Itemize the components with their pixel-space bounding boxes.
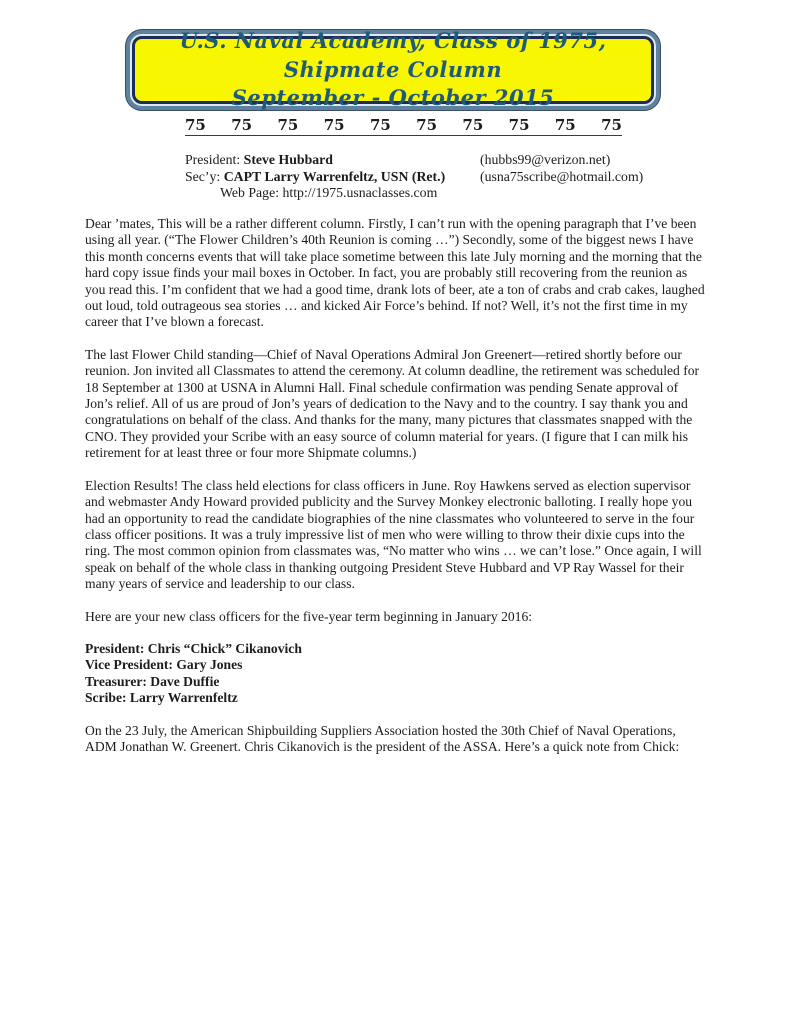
banner-title-line2: September - October 2015	[231, 85, 555, 111]
class-number-row	[185, 116, 622, 136]
paragraph-election-results: Election Results! The class held elections for class officers in June. Roy Hawkens served as election supervisor and webmaster Andy Howard provided publicity and the Survey Monkey electronic balloting. I really hope you had an opportunity to read the candidate biographies of the nine classmates who volunteered to serve in the four class officer positions. It was a truly impressive list of men who were willing to throw their dixie cups into the ring. The most common opinion from classmates was, “No matter who wins … we can’t lose.” Once again, I will speak on behalf of the whole class in thanking outgoing President Steve Hubbard and VP Ray Wassel for their many years of service and leadership to our class.	[85, 477, 702, 592]
president-entry	[185, 152, 480, 169]
paragraph-officers-intro: Here are your new class officers for the five-year term beginning in January 2016:	[85, 608, 533, 624]
secretary-entry	[185, 169, 480, 186]
president-row	[185, 152, 705, 169]
class-number-75: 75	[462, 116, 484, 134]
president-email: (hubbs99@verizon.net)	[480, 152, 611, 167]
president-label: President:	[185, 152, 244, 167]
class-number-75: 75	[508, 116, 530, 134]
contact-block	[185, 152, 705, 202]
web-page-line: Web Page: http://1975.usnaclasses.com	[220, 185, 438, 201]
new-officers-list	[85, 641, 707, 707]
paragraph-assa: On the 23 July, the American Shipbuilding Suppliers Association hosted the 30th Chief of Naval Operations, ADM Jonathan W. Greenert. Chris Cikanovich is the president of the ASSA. Here’s a quick note from Chick:	[85, 722, 680, 754]
officer-entry: Scribe: Larry Warrenfeltz	[85, 690, 238, 706]
paragraph-cno-retirement: The last Flower Child standing—Chief of Naval Operations Admiral Jon Greenert—retired shortly before our reunion. Jon invited all Classmates to attend the ceremony. At column deadline, the retirement was scheduled for 18 September at 1300 at USNA in Alumni Hall. Final schedule confirmation was pending Senate approval of Jon’s relief. All of us are proud of Jon’s years of dedication to the Navy and to the country. I say thank you and congratulations on behalf of the class. And thanks for the many, many pictures that classmates snapped with the CNO. They provided your Scribe with an easy source of column material for years. (I figure that I can milk his retirement for at least three or four more Shipmate columns.)	[85, 346, 700, 461]
banner-title-line1: U.S. Naval Academy, Class of 1975, Shipmate Column	[179, 28, 607, 82]
class-number-75: 75	[601, 116, 622, 134]
paragraph-opening: Dear ’mates, This will be a rather different column. Firstly, I can’t run with the opening paragraph that I’ve been using all year. (“The Flower Children’s 40th Reunion is coming …”) Secondly, some of the biggest news I have this month concerns events that will take place sometime between this late July morning and the morning that the hard copy issue finds your mail boxes in October. In fact, you are probably still recovering from the reunion as you read this. I’m confident that we had a good time, drank lots of beer, ate a ton of crabs and crab cakes, laughed out loud, told outrageous sea stories … and kicked Air Force’s behind. If not? Well, it’s not the first time in my career that I’ve blown a forecast.	[85, 216, 705, 330]
secretary-name: CAPT Larry Warrenfeltz, USN (Ret.)	[223, 168, 446, 184]
title-banner	[132, 28, 654, 111]
officer-entry: Vice President: Gary Jones	[85, 657, 243, 673]
president-name: Steve Hubbard	[243, 152, 333, 167]
class-number-75: 75	[416, 116, 438, 134]
class-number-75: 75	[231, 116, 253, 134]
class-number-75: 75	[185, 116, 206, 134]
officer-entry: Treasurer: Dave Duffie	[85, 673, 220, 689]
class-number-75: 75	[554, 116, 576, 134]
secretary-email: (usna75scribe@hotmail.com)	[480, 168, 644, 184]
officer-entry: President: Chris “Chick” Cikanovich	[85, 640, 302, 656]
class-number-75: 75	[369, 116, 391, 134]
secretary-label: Sec’y:	[185, 168, 224, 184]
class-number-75: 75	[277, 116, 299, 134]
column-body	[85, 216, 707, 771]
secretary-row	[185, 169, 705, 186]
class-number-75: 75	[323, 116, 345, 134]
